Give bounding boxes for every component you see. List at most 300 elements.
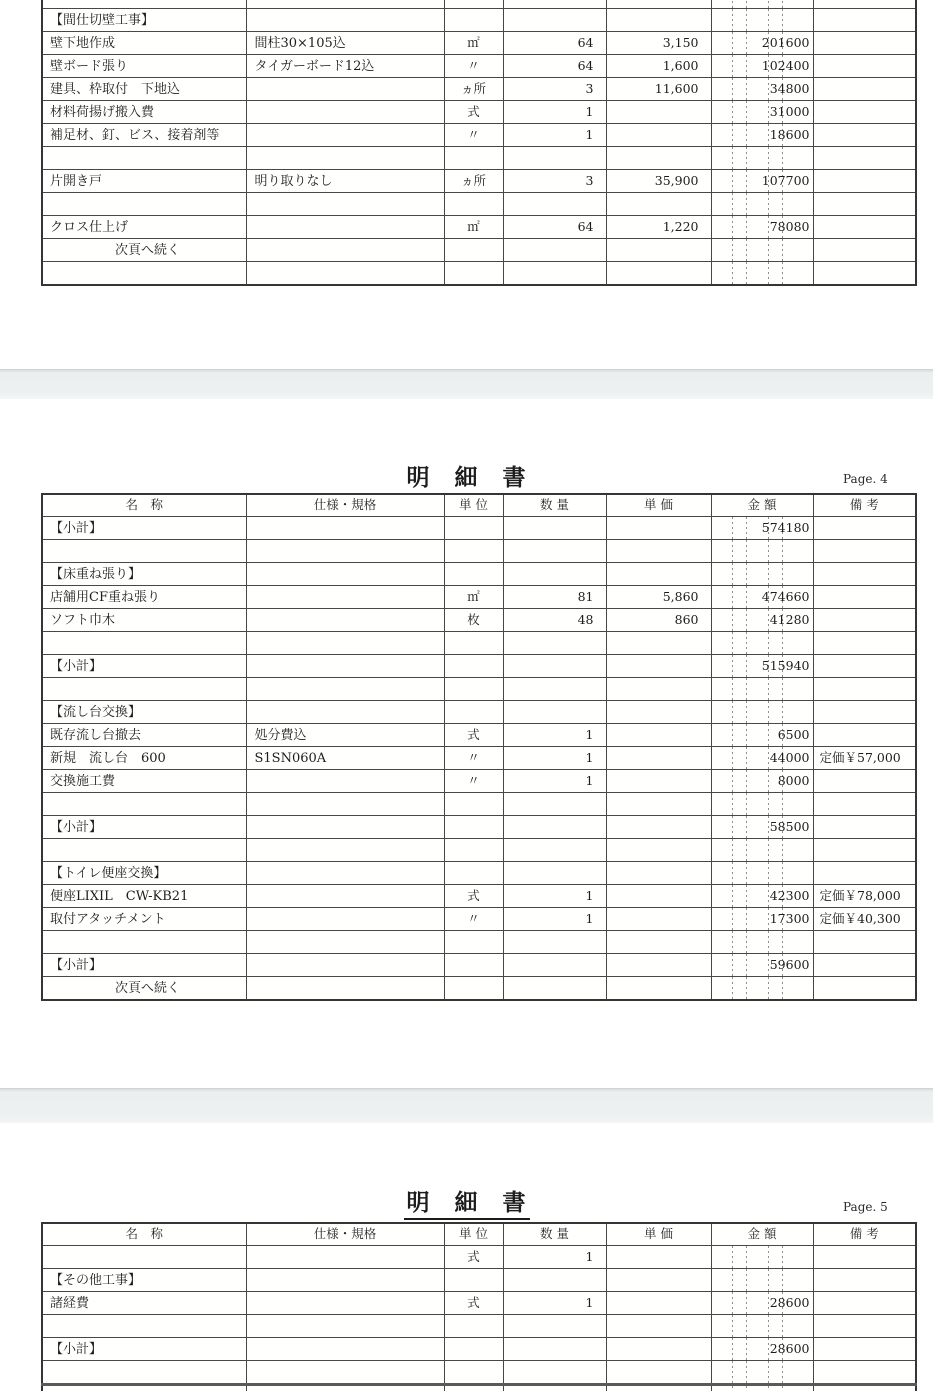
unit-price-cell bbox=[606, 770, 711, 793]
page-title: 明 細 書 bbox=[0, 1184, 933, 1217]
note-cell bbox=[813, 517, 916, 540]
spec-cell bbox=[246, 954, 444, 977]
amount-cell bbox=[711, 193, 813, 216]
column-header-qty: 数 量 bbox=[503, 494, 606, 517]
unit-price-cell bbox=[606, 1269, 711, 1292]
note-cell bbox=[813, 147, 916, 170]
note-cell bbox=[813, 1269, 916, 1292]
table-row-section bbox=[42, 862, 916, 885]
spec-cell bbox=[246, 1269, 444, 1292]
unit-price-cell bbox=[606, 9, 711, 32]
note-cell bbox=[813, 770, 916, 793]
qty-cell: 1 bbox=[503, 1246, 606, 1269]
name-cell: 【小計】 bbox=[42, 1338, 246, 1361]
detail-table-page-4 bbox=[41, 493, 917, 1001]
name-cell: 建具、枠取付 下地込 bbox=[42, 78, 246, 101]
spec-cell bbox=[246, 1292, 444, 1315]
unit-price-cell: 1,220 bbox=[606, 216, 711, 239]
note-cell bbox=[813, 1385, 916, 1391]
unit-cell bbox=[444, 563, 503, 586]
amount-cell bbox=[711, 931, 813, 954]
unit-price-cell bbox=[606, 632, 711, 655]
unit-cell: ㎡ bbox=[444, 32, 503, 55]
note-cell bbox=[813, 124, 916, 147]
column-header-unit-price: 単 価 bbox=[606, 494, 711, 517]
note-cell bbox=[813, 1361, 916, 1385]
table-row-section bbox=[42, 701, 916, 724]
spec-cell bbox=[246, 262, 444, 286]
note-cell bbox=[813, 931, 916, 954]
unit-price-cell bbox=[606, 678, 711, 701]
unit-price-cell bbox=[606, 540, 711, 563]
amount-cell bbox=[711, 0, 813, 9]
amount-cell bbox=[711, 977, 813, 1001]
amount-cell bbox=[711, 239, 813, 262]
unit-cell bbox=[444, 954, 503, 977]
unit-cell: 枚 bbox=[444, 609, 503, 632]
qty-cell bbox=[503, 1338, 606, 1361]
amount-cell: 41280 bbox=[711, 609, 813, 632]
table-row-section bbox=[42, 9, 916, 32]
table-row-clipped bbox=[42, 1385, 916, 1391]
spec-cell bbox=[246, 101, 444, 124]
qty-cell bbox=[503, 517, 606, 540]
table-header-row bbox=[42, 494, 916, 517]
table-row-item bbox=[42, 747, 916, 770]
name-cell bbox=[42, 1246, 246, 1269]
detail-table-page-3 bbox=[41, 0, 917, 286]
table-row-item bbox=[42, 1292, 916, 1315]
page-5-table-area bbox=[41, 1222, 915, 1391]
unit-cell bbox=[444, 701, 503, 724]
note-cell bbox=[813, 816, 916, 839]
note-cell bbox=[813, 0, 916, 9]
unit-price-cell bbox=[606, 1246, 711, 1269]
unit-cell bbox=[444, 931, 503, 954]
note-cell bbox=[813, 655, 916, 678]
name-cell bbox=[42, 0, 246, 9]
amount-cell bbox=[711, 1385, 813, 1391]
unit-cell bbox=[444, 239, 503, 262]
amount-cell: 574180 bbox=[711, 517, 813, 540]
spec-cell bbox=[246, 793, 444, 816]
name-cell: 【小計】 bbox=[42, 655, 246, 678]
page-number: Page. 5 bbox=[843, 1200, 888, 1214]
spec-cell bbox=[246, 540, 444, 563]
table-row-empty bbox=[42, 540, 916, 563]
table-row-subtotal bbox=[42, 517, 916, 540]
amount-cell: 34800 bbox=[711, 78, 813, 101]
table-row-empty bbox=[42, 632, 916, 655]
spec-cell bbox=[246, 678, 444, 701]
table-row-item bbox=[42, 32, 916, 55]
unit-price-cell bbox=[606, 839, 711, 862]
unit-cell: 式 bbox=[444, 724, 503, 747]
unit-cell: 〃 bbox=[444, 908, 503, 931]
qty-cell bbox=[503, 678, 606, 701]
amount-cell: 17300 bbox=[711, 908, 813, 931]
note-cell bbox=[813, 239, 916, 262]
qty-cell bbox=[503, 1361, 606, 1385]
unit-cell bbox=[444, 816, 503, 839]
spec-cell bbox=[246, 885, 444, 908]
table-row-continuation bbox=[42, 239, 916, 262]
amount-cell bbox=[711, 839, 813, 862]
table-row-subtotal bbox=[42, 816, 916, 839]
note-cell bbox=[813, 55, 916, 78]
unit-cell bbox=[444, 1361, 503, 1385]
unit-cell bbox=[444, 839, 503, 862]
spec-cell bbox=[246, 1315, 444, 1338]
table-row-item bbox=[42, 586, 916, 609]
unit-cell: ㎡ bbox=[444, 586, 503, 609]
qty-cell: 3 bbox=[503, 170, 606, 193]
table-row-empty bbox=[42, 793, 916, 816]
note-cell: 定価￥57,000 bbox=[813, 747, 916, 770]
note-cell bbox=[813, 977, 916, 1001]
unit-cell: 〃 bbox=[444, 747, 503, 770]
unit-cell bbox=[444, 1338, 503, 1361]
note-cell bbox=[813, 540, 916, 563]
qty-cell bbox=[503, 1385, 606, 1391]
page-number: Page. 4 bbox=[843, 472, 888, 486]
note-cell bbox=[813, 1315, 916, 1338]
unit-cell bbox=[444, 678, 503, 701]
unit-cell bbox=[444, 1269, 503, 1292]
qty-cell: 1 bbox=[503, 124, 606, 147]
qty-cell bbox=[503, 931, 606, 954]
qty-cell bbox=[503, 793, 606, 816]
qty-cell: 1 bbox=[503, 908, 606, 931]
table-row-item bbox=[42, 724, 916, 747]
unit-cell bbox=[444, 1315, 503, 1338]
page-separator bbox=[0, 1088, 933, 1123]
name-cell: 片開き戸 bbox=[42, 170, 246, 193]
note-cell bbox=[813, 216, 916, 239]
column-header-name: 名 称 bbox=[42, 494, 246, 517]
amount-cell: 42300 bbox=[711, 885, 813, 908]
note-cell bbox=[813, 32, 916, 55]
unit-price-cell bbox=[606, 147, 711, 170]
column-header-note: 備 考 bbox=[813, 1223, 916, 1246]
table-row-empty bbox=[42, 147, 916, 170]
name-cell: 【小計】 bbox=[42, 517, 246, 540]
spec-cell bbox=[246, 239, 444, 262]
qty-cell bbox=[503, 816, 606, 839]
table-row-item bbox=[42, 885, 916, 908]
table-row-item bbox=[42, 609, 916, 632]
amount-cell bbox=[711, 632, 813, 655]
name-cell: 【床重ね張り】 bbox=[42, 563, 246, 586]
unit-price-cell bbox=[606, 262, 711, 286]
amount-cell: 8000 bbox=[711, 770, 813, 793]
unit-price-cell bbox=[606, 517, 711, 540]
table-row-empty bbox=[42, 1361, 916, 1385]
unit-cell: 〃 bbox=[444, 124, 503, 147]
name-cell bbox=[42, 931, 246, 954]
unit-cell bbox=[444, 193, 503, 216]
name-cell bbox=[42, 1385, 246, 1391]
name-cell: 【間仕切壁工事】 bbox=[42, 9, 246, 32]
amount-cell bbox=[711, 678, 813, 701]
column-header-qty: 数 量 bbox=[503, 1223, 606, 1246]
detail-table-page-5 bbox=[41, 1222, 917, 1391]
table-row-subtotal bbox=[42, 1338, 916, 1361]
unit-cell: 式 bbox=[444, 1246, 503, 1269]
qty-cell: 1 bbox=[503, 747, 606, 770]
qty-cell bbox=[503, 632, 606, 655]
table-row-subtotal bbox=[42, 954, 916, 977]
unit-price-cell: 35,900 bbox=[606, 170, 711, 193]
amount-cell bbox=[711, 9, 813, 32]
unit-cell bbox=[444, 632, 503, 655]
name-cell bbox=[42, 678, 246, 701]
qty-cell: 1 bbox=[503, 724, 606, 747]
unit-price-cell bbox=[606, 1315, 711, 1338]
unit-price-cell bbox=[606, 1292, 711, 1315]
note-cell: 定価￥40,300 bbox=[813, 908, 916, 931]
spec-cell bbox=[246, 0, 444, 9]
name-cell bbox=[42, 1361, 246, 1385]
amount-cell bbox=[711, 563, 813, 586]
unit-cell: 式 bbox=[444, 885, 503, 908]
spec-cell: S1SN060A bbox=[246, 747, 444, 770]
note-cell bbox=[813, 1246, 916, 1269]
unit-price-cell bbox=[606, 931, 711, 954]
name-cell: 壁ボード張り bbox=[42, 55, 246, 78]
spec-cell bbox=[246, 78, 444, 101]
table-row-item bbox=[42, 55, 916, 78]
qty-cell bbox=[503, 1315, 606, 1338]
note-cell bbox=[813, 701, 916, 724]
amount-cell: 201600 bbox=[711, 32, 813, 55]
column-header-unit: 単 位 bbox=[444, 1223, 503, 1246]
qty-cell: 1 bbox=[503, 1292, 606, 1315]
qty-cell: 48 bbox=[503, 609, 606, 632]
name-cell: ソフト巾木 bbox=[42, 609, 246, 632]
unit-cell bbox=[444, 862, 503, 885]
note-cell bbox=[813, 954, 916, 977]
amount-cell bbox=[711, 793, 813, 816]
spec-cell bbox=[246, 908, 444, 931]
name-cell: 既存流し台撤去 bbox=[42, 724, 246, 747]
qty-cell bbox=[503, 9, 606, 32]
column-header-spec: 仕様・規格 bbox=[246, 494, 444, 517]
note-cell: 定価￥78,000 bbox=[813, 885, 916, 908]
qty-cell bbox=[503, 1269, 606, 1292]
column-header-amount: 金 額 bbox=[711, 1223, 813, 1246]
unit-price-cell bbox=[606, 193, 711, 216]
unit-cell bbox=[444, 793, 503, 816]
spec-cell bbox=[246, 1338, 444, 1361]
unit-cell: 式 bbox=[444, 1292, 503, 1315]
qty-cell: 81 bbox=[503, 586, 606, 609]
amount-cell: 59600 bbox=[711, 954, 813, 977]
table-row-item bbox=[42, 124, 916, 147]
table-row-section bbox=[42, 563, 916, 586]
qty-cell: 3 bbox=[503, 78, 606, 101]
amount-cell bbox=[711, 147, 813, 170]
unit-price-cell bbox=[606, 793, 711, 816]
unit-price-cell: 860 bbox=[606, 609, 711, 632]
qty-cell: 1 bbox=[503, 770, 606, 793]
amount-cell bbox=[711, 540, 813, 563]
spec-cell bbox=[246, 1361, 444, 1385]
qty-cell bbox=[503, 655, 606, 678]
amount-cell: 78080 bbox=[711, 216, 813, 239]
amount-cell: 6500 bbox=[711, 724, 813, 747]
unit-cell bbox=[444, 517, 503, 540]
note-cell bbox=[813, 9, 916, 32]
spec-cell: タイガーボード12込 bbox=[246, 55, 444, 78]
name-cell: 交換施工費 bbox=[42, 770, 246, 793]
amount-cell: 18600 bbox=[711, 124, 813, 147]
spec-cell bbox=[246, 839, 444, 862]
name-cell: 取付アタッチメント bbox=[42, 908, 246, 931]
note-cell bbox=[813, 78, 916, 101]
page-title: 明 細 書 bbox=[0, 459, 933, 492]
spec-cell bbox=[246, 1385, 444, 1391]
name-cell: 次頁へ続く bbox=[42, 239, 246, 262]
unit-price-cell bbox=[606, 239, 711, 262]
table-row-empty bbox=[42, 1315, 916, 1338]
qty-cell bbox=[503, 839, 606, 862]
name-cell: 便座LIXIL CW-KB21 bbox=[42, 885, 246, 908]
qty-cell bbox=[503, 862, 606, 885]
qty-cell bbox=[503, 239, 606, 262]
unit-price-cell bbox=[606, 908, 711, 931]
table-row-empty bbox=[42, 193, 916, 216]
column-header-unit: 単 位 bbox=[444, 494, 503, 517]
unit-cell bbox=[444, 262, 503, 286]
table-row-empty bbox=[42, 0, 916, 9]
qty-cell bbox=[503, 0, 606, 9]
note-cell bbox=[813, 862, 916, 885]
note-cell bbox=[813, 793, 916, 816]
amount-cell: 102400 bbox=[711, 55, 813, 78]
spec-cell bbox=[246, 147, 444, 170]
unit-price-cell bbox=[606, 124, 711, 147]
spec-cell bbox=[246, 655, 444, 678]
spec-cell bbox=[246, 770, 444, 793]
unit-price-cell: 1,600 bbox=[606, 55, 711, 78]
amount-cell bbox=[711, 1361, 813, 1385]
spec-cell bbox=[246, 216, 444, 239]
unit-price-cell bbox=[606, 101, 711, 124]
unit-price-cell: 5,860 bbox=[606, 586, 711, 609]
amount-cell: 28600 bbox=[711, 1292, 813, 1315]
name-cell bbox=[42, 793, 246, 816]
spec-cell bbox=[246, 816, 444, 839]
spec-cell bbox=[246, 9, 444, 32]
table-row-item bbox=[42, 170, 916, 193]
unit-cell bbox=[444, 9, 503, 32]
amount-cell: 28600 bbox=[711, 1338, 813, 1361]
unit-price-cell bbox=[606, 655, 711, 678]
amount-cell bbox=[711, 1315, 813, 1338]
qty-cell: 1 bbox=[503, 101, 606, 124]
name-cell bbox=[42, 193, 246, 216]
unit-price-cell bbox=[606, 862, 711, 885]
unit-price-cell bbox=[606, 563, 711, 586]
spec-cell bbox=[246, 632, 444, 655]
qty-cell: 64 bbox=[503, 32, 606, 55]
name-cell bbox=[42, 147, 246, 170]
note-cell bbox=[813, 170, 916, 193]
unit-price-cell bbox=[606, 1338, 711, 1361]
page-4-table-area bbox=[41, 493, 915, 1001]
unit-price-cell bbox=[606, 816, 711, 839]
note-cell bbox=[813, 724, 916, 747]
spec-cell: 処分費込 bbox=[246, 724, 444, 747]
amount-cell bbox=[711, 701, 813, 724]
table-row-item bbox=[42, 216, 916, 239]
amount-cell: 58500 bbox=[711, 816, 813, 839]
qty-cell bbox=[503, 147, 606, 170]
spec-cell bbox=[246, 586, 444, 609]
spec-cell bbox=[246, 701, 444, 724]
spec-cell bbox=[246, 931, 444, 954]
table-row-item bbox=[42, 101, 916, 124]
qty-cell bbox=[503, 563, 606, 586]
unit-cell: 〃 bbox=[444, 55, 503, 78]
amount-cell bbox=[711, 262, 813, 286]
column-header-spec: 仕様・規格 bbox=[246, 1223, 444, 1246]
table-header-row bbox=[42, 1223, 916, 1246]
note-cell bbox=[813, 262, 916, 286]
unit-price-cell bbox=[606, 954, 711, 977]
table-row-item bbox=[42, 78, 916, 101]
spec-cell bbox=[246, 124, 444, 147]
page-separator bbox=[0, 369, 933, 399]
amount-cell bbox=[711, 1246, 813, 1269]
note-cell bbox=[813, 1292, 916, 1315]
qty-cell bbox=[503, 193, 606, 216]
unit-cell: 式 bbox=[444, 101, 503, 124]
name-cell bbox=[42, 1315, 246, 1338]
unit-cell: ヵ所 bbox=[444, 78, 503, 101]
name-cell: クロス仕上げ bbox=[42, 216, 246, 239]
note-cell bbox=[813, 101, 916, 124]
table-row-empty bbox=[42, 931, 916, 954]
name-cell bbox=[42, 632, 246, 655]
note-cell bbox=[813, 586, 916, 609]
name-cell: 補足材、釘、ビス、接着剤等 bbox=[42, 124, 246, 147]
unit-price-cell bbox=[606, 1385, 711, 1391]
column-header-amount: 金 額 bbox=[711, 494, 813, 517]
table-row-item bbox=[42, 908, 916, 931]
name-cell: 【小計】 bbox=[42, 954, 246, 977]
spec-cell bbox=[246, 609, 444, 632]
unit-cell: ヵ所 bbox=[444, 170, 503, 193]
amount-cell: 44000 bbox=[711, 747, 813, 770]
table-row-item bbox=[42, 1246, 916, 1269]
unit-cell bbox=[444, 655, 503, 678]
table-row-empty bbox=[42, 262, 916, 286]
unit-cell bbox=[444, 0, 503, 9]
qty-cell: 64 bbox=[503, 55, 606, 78]
unit-cell: 〃 bbox=[444, 770, 503, 793]
unit-price-cell bbox=[606, 977, 711, 1001]
unit-price-cell bbox=[606, 885, 711, 908]
spec-cell bbox=[246, 193, 444, 216]
qty-cell bbox=[503, 540, 606, 563]
name-cell: 【その他工事】 bbox=[42, 1269, 246, 1292]
amount-cell bbox=[711, 862, 813, 885]
unit-cell bbox=[444, 540, 503, 563]
unit-price-cell bbox=[606, 1361, 711, 1385]
note-cell bbox=[813, 1338, 916, 1361]
